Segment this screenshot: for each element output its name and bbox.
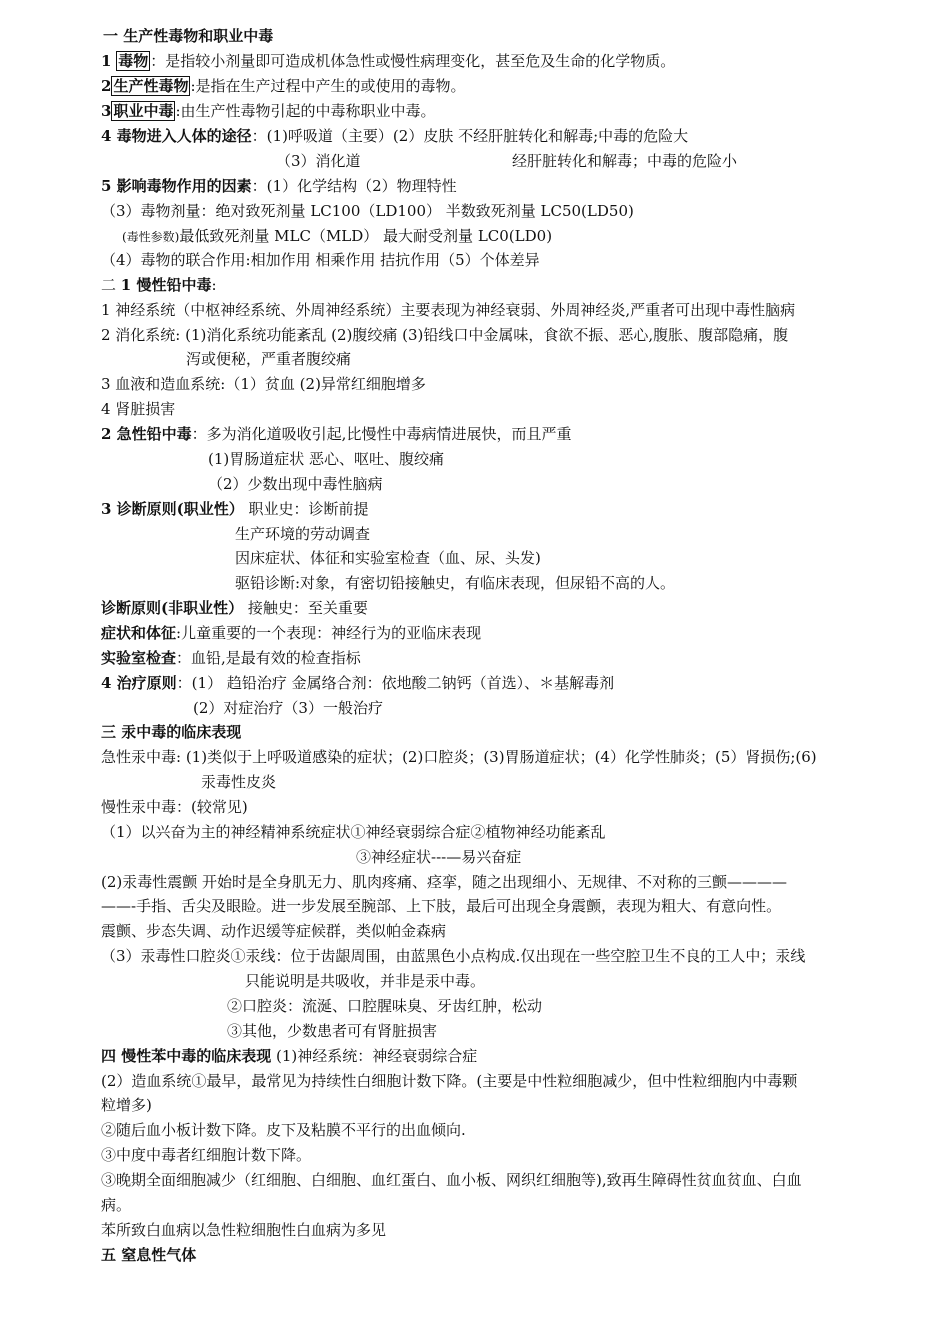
lead-digestive-line: 2 消化系统: (1)消化系统功能紊乱 (2)腹绞痛 (3)铅线口中金属味，食欲不振、恶心,腹胀、腹部隐痛，腹 — [101, 326, 789, 344]
benzene-late-cont: 病。 — [101, 1196, 132, 1214]
lead-blood-line: 3 血液和造血系统:（1）贫血 (2)异常红细胞增多 — [101, 375, 426, 393]
lab-exam-line — [101, 648, 361, 668]
entry-routes-digestive: （3）消化道 — [276, 152, 361, 170]
benzene-platelet-line: ②随后血小板计数下降。皮下及粘膜不平行的出血倾向. — [101, 1121, 466, 1139]
item-number: 3 — [101, 102, 112, 120]
line-text: ：血铅,是最有效的检查指标 — [176, 649, 361, 667]
stomatitis-line-3: ②口腔炎：流涎、口腔腥味臭、牙齿红肿，松动 — [227, 997, 543, 1015]
toxicity-params-line — [122, 226, 552, 247]
heading-bold: 1 慢性铅中毒 — [120, 276, 212, 294]
line-text: 最低致死剂量 MLC（MLD） 最大耐受剂量 LC0(LD0) — [179, 227, 553, 245]
entry-routes-line — [101, 126, 688, 146]
heading-prefix: 二 — [101, 276, 121, 294]
benzene-rbc-line: ③中度中毒者红细胞计数下降。 — [101, 1146, 312, 1164]
line-text: ：(1)呼吸道（主要）(2）皮肤 不经肝脏转化和解毒;中毒的危险大 — [251, 127, 689, 145]
acute-mercury-line: 急性汞中毒: (1)类似于上呼吸道感染的症状；(2)口腔炎；(3)胃肠道症状；(4）化学性肺炎；(5）肾损伤;(6) — [101, 748, 817, 766]
diagnosis-item-2: 因床症状、体征和实验室检查（血、尿、头发) — [235, 549, 541, 567]
diagnosis-nonoccupational-line — [101, 598, 368, 618]
definition-line-1 — [101, 51, 675, 71]
bold-label: 诊断原则(非职业性） — [101, 599, 244, 617]
chronic-item-1-cont: ③神经症状---—易兴奋症 — [356, 848, 522, 866]
bold-label: 4 治疗原则 — [101, 674, 177, 692]
boxed-term: 生产性毒物 — [113, 77, 189, 95]
bold-label: 5 影响毒物作用的因素 — [101, 177, 252, 195]
section-4-heading — [101, 1046, 477, 1066]
diagnosis-item-3: 驱铅诊断:对象，有密切铅接触史，有临床表现，但尿铅不高的人。 — [235, 574, 676, 592]
small-label: (毒性参数) — [122, 230, 180, 244]
benzene-leukemia-line: 苯所致白血病以急性粒细胞性白血病为多见 — [101, 1221, 387, 1239]
section-5-heading: 五 窒息性气体 — [101, 1246, 197, 1264]
benzene-hematopoietic-cont: 粒增多) — [101, 1096, 152, 1114]
heading-bold: 四 慢性苯中毒的临床表现 — [101, 1047, 272, 1065]
factors-line — [101, 176, 457, 196]
acute-lead-line — [101, 424, 571, 444]
bold-label: 3 诊断原则(职业性） — [101, 500, 244, 518]
line-text: 接触史：至关重要 — [243, 599, 368, 617]
acute-lead-item-1: (1)胃肠道症状 恶心、呕吐、腹绞痛 — [208, 450, 445, 468]
item-number: 1 — [101, 52, 112, 70]
bold-label: 2 急性铅中毒 — [101, 425, 192, 443]
definition-line-3 — [101, 101, 436, 121]
diagnosis-item-1: 生产环境的劳动调查 — [235, 525, 371, 543]
section-3-heading: 三 汞中毒的临床表现 — [101, 723, 242, 741]
section-1-heading: 一 生产性毒物和职业中毒 — [103, 27, 274, 45]
line-text: 职业史：诊断前提 — [243, 500, 369, 518]
stomatitis-line-4: ③其他，少数患者可有肾脏损害 — [227, 1022, 438, 1040]
heading-suffix: : — [211, 276, 217, 294]
line-text: ：多为消化道吸收引起,比慢性中毒病情进展快，而且严重 — [191, 425, 572, 443]
treatment-line-2: (2）对症治疗（3）一般治疗 — [193, 699, 383, 717]
bold-label: 4 毒物进入人体的途径 — [101, 127, 252, 145]
boxed-term: 毒物 — [118, 52, 149, 70]
heading-text: (1)神经系统：神经衰弱综合症 — [271, 1047, 478, 1065]
definition-line-2 — [101, 76, 466, 96]
definition-text: ：是指较小剂量即可造成机体急性或慢性病理变化，甚至危及生命的化学物质。 — [150, 52, 676, 70]
line-text: :儿童重要的一个表现：神经行为的亚临床表现 — [176, 624, 482, 642]
section-2-heading — [101, 275, 217, 295]
tremor-line-3: 震颤、步态失调、动作迟缓等症候群，类似帕金森病 — [101, 922, 447, 940]
line-text: ：(1） 趋铅治疗 金属络合剂：依地酸二钠钙（首选）、＊基解毒剂 — [176, 674, 615, 692]
symptoms-line — [101, 623, 481, 643]
definition-text: :由生产性毒物引起的中毒称职业中毒。 — [175, 102, 436, 120]
stomatitis-line-2: 只能说明是共吸收，并非是汞中毒。 — [245, 972, 486, 990]
bold-label: 症状和体征 — [101, 624, 177, 642]
bold-label: 实验室检查 — [101, 649, 177, 667]
chronic-item-1: （1）以兴奋为主的神经精神系统症状①神经衰弱综合症②植物神经功能紊乱 — [101, 823, 606, 841]
combined-effects-line: （4）毒物的联合作用:相加作用 相乘作用 拮抗作用（5）个体差异 — [101, 251, 540, 269]
entry-routes-digestive-note: 经肝脏转化和解毒；中毒的危险小 — [512, 152, 738, 170]
lead-kidney-line: 4 肾脏损害 — [101, 400, 176, 418]
item-number: 2 — [101, 77, 112, 95]
treatment-line — [101, 673, 614, 693]
acute-lead-item-2: （2）少数出现中毒性脑病 — [208, 475, 383, 493]
dose-line: （3）毒物剂量：绝对致死剂量 LC100（LD100） 半数致死剂量 LC50(LD50) — [101, 202, 634, 220]
boxed-term: 职业中毒 — [113, 102, 174, 120]
benzene-late-line: ③晚期全面细胞减少（红细胞、白细胞、血红蛋白、血小板、网织红细胞等),致再生障碍性贫血贫血、白血 — [101, 1171, 802, 1189]
chronic-mercury-line: 慢性汞中毒：(较常见) — [101, 798, 248, 816]
lead-nervous-line: 1 神经系统（中枢神经系统、外周神经系统）主要表现为神经衰弱、外周神经炎,严重者可出现中毒性脑病 — [101, 301, 796, 319]
lead-digestive-cont: 泻或便秘，严重者腹绞痛 — [186, 350, 352, 368]
acute-mercury-cont: 汞毒性皮炎 — [201, 773, 277, 791]
tremor-line-1: (2)汞毒性震颤 开始时是全身肌无力、肌肉疼痛、痉挛，随之出现细小、无规律、不对称的三颤———— — [101, 873, 788, 891]
stomatitis-line-1: （3）汞毒性口腔炎①汞线：位于齿龈周围，由蓝黑色小点构成.仅出现在一些空腔卫生不良的工人中；汞线 — [101, 947, 806, 965]
benzene-hematopoietic-line: (2）造血系统①最早，最常见为持续性白细胞计数下降。(主要是中性粒细胞减少，但中性粒细胞内中毒颗 — [101, 1072, 798, 1090]
diagnosis-occupational-line — [101, 499, 369, 519]
line-text: ：(1）化学结构（2）物理特性 — [251, 177, 457, 195]
definition-text: :是指在生产过程中产生的或使用的毒物。 — [190, 77, 466, 95]
tremor-line-2: ——-手指、舌尖及眼睑。进一步发展至腕部、上下肢，最后可出现全身震颤，表现为粗大、有意向性。 — [101, 897, 782, 915]
